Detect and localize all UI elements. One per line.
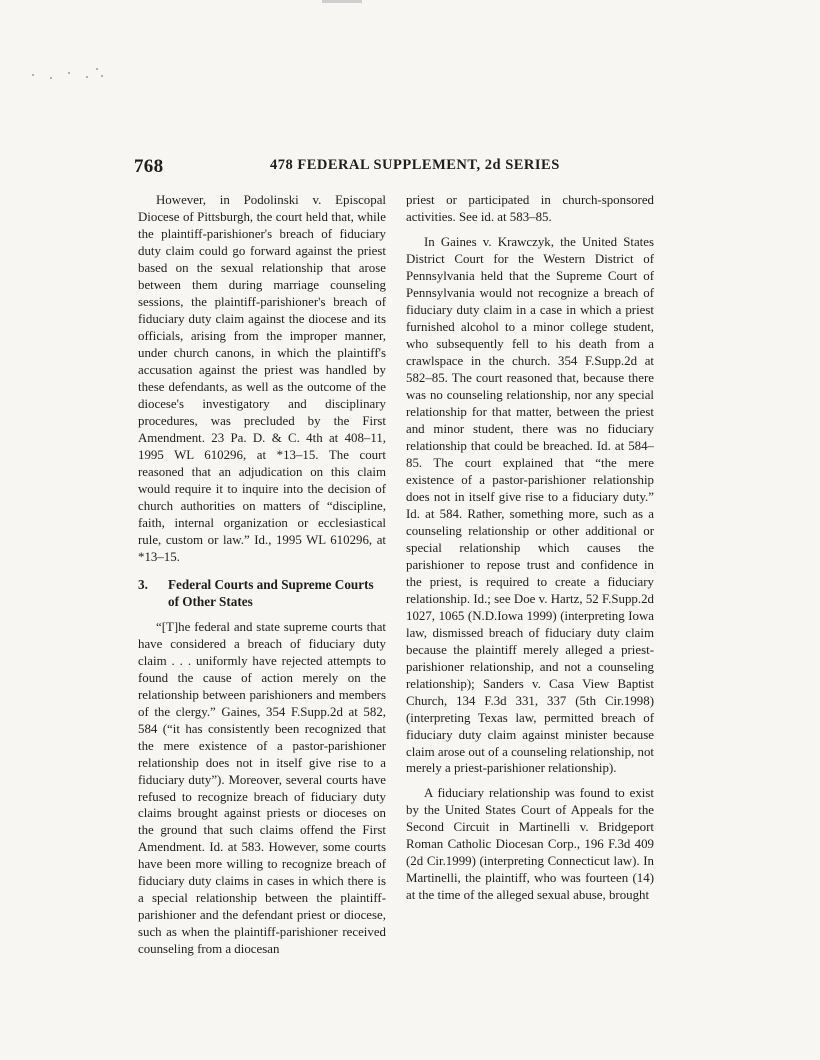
- scan-mark: [322, 0, 362, 3]
- scan-specks: [28, 66, 118, 86]
- left-paragraph-2: “[T]he federal and state supreme courts that have considered a breach of fiduciary duty claim . . . uniformly have rejected attempts to found the cause of action merely on the relationship between parishioners and members of the clergy.” Gaines, 354 F.Supp.2d at 582, 584 (“it has consistently been recognized that the mere existence of a pastor-parishioner relationship does not in itself give rise to a fiduciary duty”). Moreover, several courts have refused to recognize breach of fiduciary duty claims brought against priests or dioceses on the ground that such claims offend the First Amendment. Id. at 583. However, some courts have been more willing to recognize breach of fiduciary duty claims in cases in which there is a special relationship between the plaintiff-parishioner and the defendant priest or diocese, such as when the plaintiff-parishioner received counseling from a diocesan: [138, 619, 386, 957]
- right-paragraph-1: In Gaines v. Krawczyk, the United States District Court for the Western District of Pennsylvania held that the Supreme Court of Pennsylvania would not recognize a breach of fiduciary duty claim in a case in which a priest furnished alcohol to a minor college student, who subsequently fell to his death from a crawlspace in the church. 354 F.Supp.2d at 582–85. The court reasoned that, because there was no counseling relationship, nor any special relationship for that matter, between the priest and minor student, there was no fiduciary relationship that could be breached. Id. at 584–85. The court explained that “the mere existence of a pastor-parishioner relationship does not in itself give rise to a fiduciary duty.” Id. at 584. Rather, something more, such as a counseling relationship or other additional or special relationship which causes the parishioner to repose trust and confidence in the priest, is required to create a fiduciary relationship. Id.; see Doe v. Hartz, 52 F.Supp.2d 1027, 1065 (N.D.Iowa 1999) (interpreting Iowa law, dismissed breach of fiduciary duty claim because the plaintiff merely alleged a priest-parishioner relationship, and not a counseling relationship); Sanders v. Casa View Baptist Church, 134 F.3d 331, 337 (5th Cir.1998) (interpreting Texas law, permitted breach of fiduciary duty claim against minister because claim arose out of a counseling relationship, not merely a priest-parishioner relationship).: [406, 234, 654, 776]
- section-heading-text: Federal Courts and Supreme Courts of Other States: [168, 576, 374, 609]
- left-column: [138, 192, 386, 958]
- right-paragraph-2: A fiduciary relationship was found to exist by the United States Court of Appeals for the Second Circuit in Martinelli v. Bridgeport Roman Catholic Diocesan Corp., 196 F.3d 409 (2d Cir.1999) (interpreting Connecticut law). In Martinelli, the plaintiff, who was fourteen (14) at the time of the alleged sexual abuse, brought: [406, 786, 654, 903]
- section-heading-number: 3.: [138, 576, 148, 592]
- right-column: [406, 192, 654, 904]
- left-paragraph-1: However, in Podolinski v. Episcopal Diocese of Pittsburgh, the court held that, while the plaintiff-parishioner's breach of fiduciary duty claim could go forward against the priest based on the sexual relationship that arose between them during marriage counseling sessions, the plaintiff-parishioner's breach of fiduciary duty claim against the diocese and its officials, arising from the improper manner, under church canons, in which the plaintiff's accusation against the priest was handled by these defendants, as well as the outcome of the diocese's investigatory and disciplinary procedures, was precluded by the First Amendment. 23 Pa. D. & C. 4th at 408–11, 1995 WL 610296, at *13–15. The court reasoned that an adjudication on this claim would require it to inquire into the decision of church authorities on matters of “discipline, faith, internal organization or ecclesiastical rule, custom or law.” Id., 1995 WL 610296, at *13–15.: [138, 193, 386, 564]
- right-paragraph-continued: priest or participated in church-sponsored activities. See id. at 583–85.: [406, 193, 654, 224]
- section-heading: [138, 576, 386, 610]
- running-head: 478 FEDERAL SUPPLEMENT, 2d SERIES: [270, 157, 560, 173]
- page-number: 768: [134, 156, 164, 177]
